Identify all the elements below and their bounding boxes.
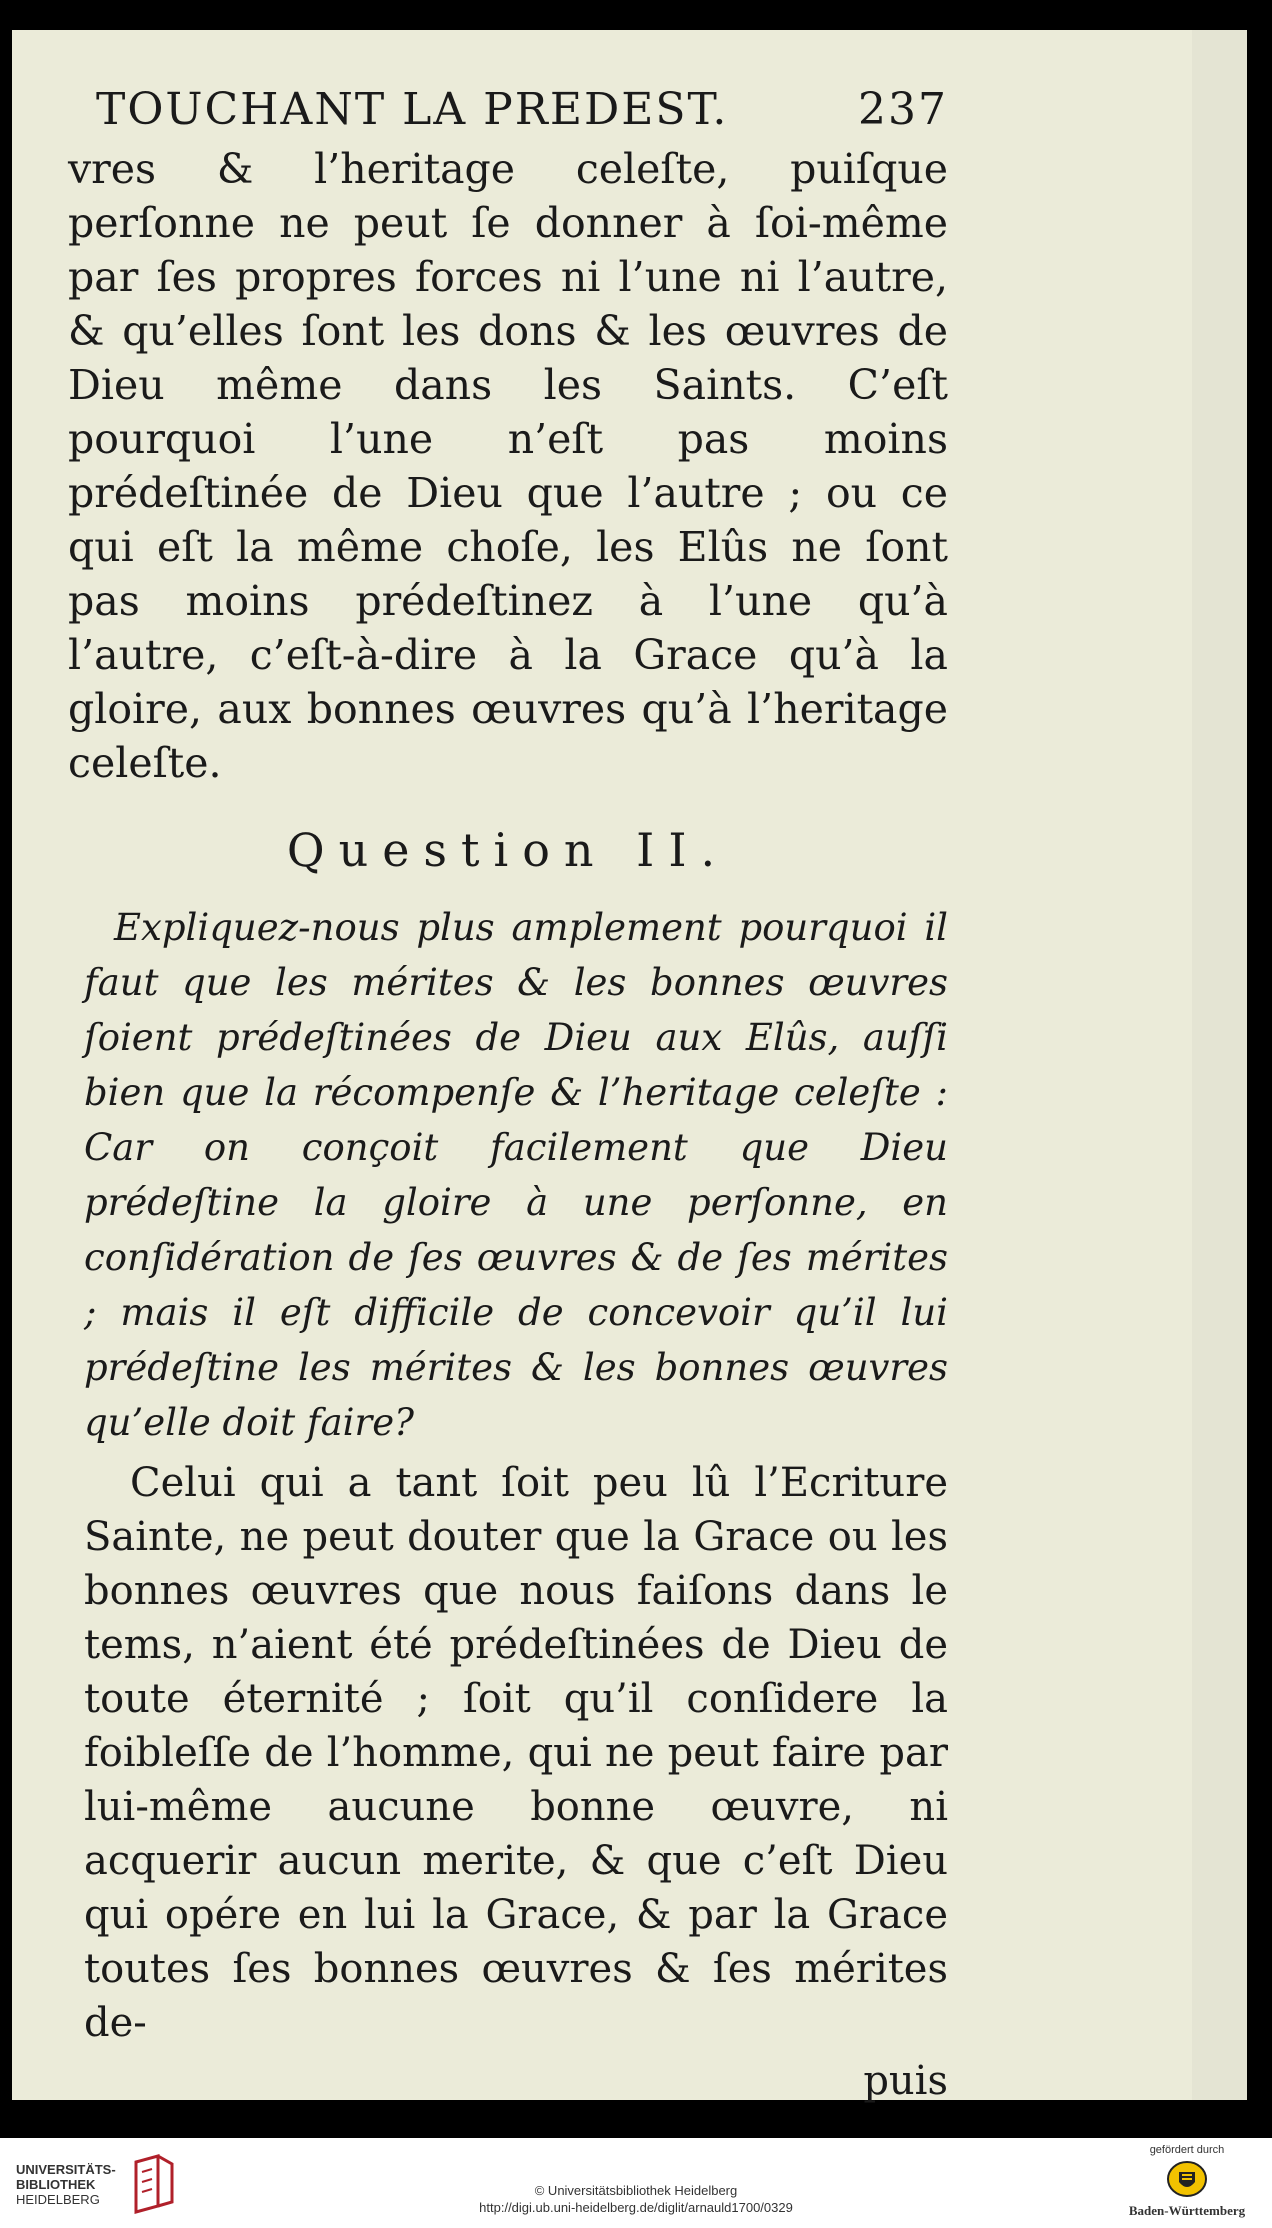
question-heading: Question II. (286, 823, 730, 877)
funded-by-label: gefördert durch (1149, 2144, 1225, 2156)
copyright-text: © Universitätsbibliothek Heidelberg (534, 2183, 738, 2198)
library-name-line-3: HEIDELBERG (16, 2192, 100, 2207)
permalink-url[interactable]: http://digi.ub.uni-heidelberg.de/diglit/arnauld1700/0329 (479, 2200, 793, 2215)
state-seal-icon (1166, 2160, 1208, 2198)
page-text-block (68, 80, 948, 2106)
running-head (96, 80, 948, 140)
answer-paragraph: Celui qui a tant ſoit peu lû l’Ecriture Sainte, ne peut douter que la Grace ou les bonnes œuvres que nous faiſons dans le tems, n’aient été prédeſtinées de Dieu de toute éternité ; ſoit qu’il conſidere la foibleſſe de l’homme, qui ne peut faire par lui-même aucune bonne œuvre, ni acquerir aucun merite, & que c’eſt Dieu qui opére en lui la Grace, & par la Grace toutes ſes bonnes œuvres & ſes mérites de- (84, 1460, 948, 2046)
catchword: puis (863, 2058, 948, 2104)
running-head-title: TOUCHANT LA PREDEST. (96, 84, 729, 135)
state-name: Baden-Württemberg (1128, 2203, 1246, 2218)
copyright-block (0, 2182, 1272, 2216)
page-number: 237 (858, 84, 948, 135)
viewer-footer (0, 2138, 1272, 2228)
facing-page-margin (1192, 30, 1247, 2100)
funding-block (1122, 2144, 1252, 2219)
question-text: Expliquez-nous plus amplement pourquoi il faut que les mérites & les bonnes œuvres ſoient prédeſtinées de Dieu aux Elûs, auſſi bien que la récompenſe & l’heritage celeſte : Car on conçoit facilement que Dieu prédeſtine la gloire à une perſonne, en conſidération de ſes œuvres & de ſes mérites ; mais il eſt difficile de concevoir qu’il lui prédeſtine les mérites & les bonnes œuvres qu’elle doit faire? (84, 906, 948, 1444)
library-name-line-1: UNIVERSITÄTS- (16, 2162, 116, 2177)
opening-paragraph: vres & l’heritage celeſte, puiſque perſonne ne peut ſe donner à ſoi-même par ſes propres forces ni l’une ni l’autre, & qu’elles ſont les dons & les œuvres de Dieu même dans les Saints. C’eſt pourquoi l’une n’eſt pas moins prédeſtinée de Dieu que l’autre ; ou ce qui eſt la même choſe, les Elûs ne ſont pas moins prédeſtinez à l’une qu’à l’autre, c’eſt-à-dire à la Grace qu’à la gloire, aux bonnes œuvres qu’à l’heritage celeſte. (68, 145, 948, 787)
library-name-line-2: BIBLIOTHEK (16, 2177, 96, 2192)
